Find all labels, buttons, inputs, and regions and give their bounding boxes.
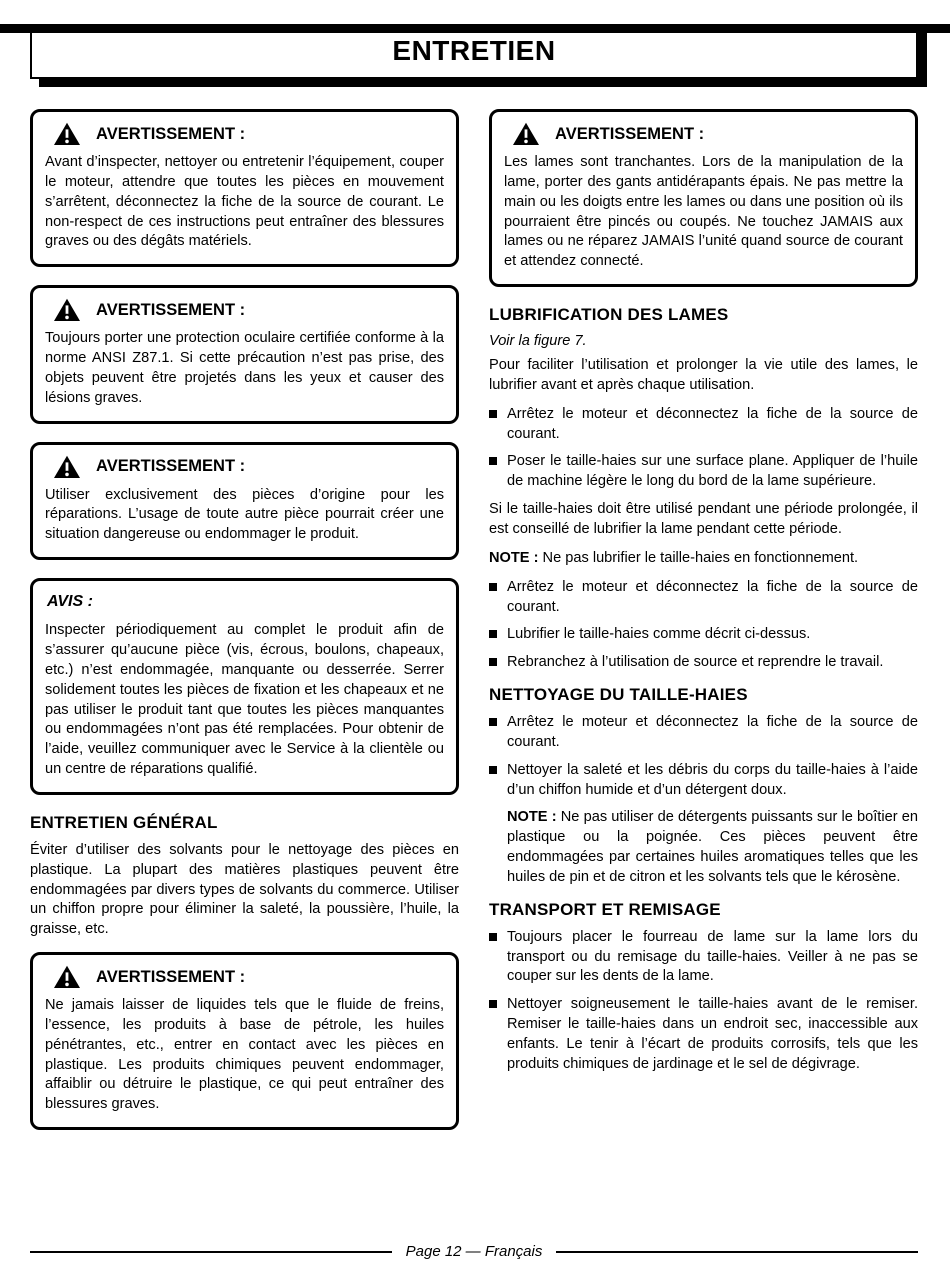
section-cleaning — [489, 685, 918, 888]
warning-triangle-icon — [53, 455, 81, 479]
footer-rule-right — [556, 1251, 918, 1253]
list-item — [489, 405, 918, 445]
section-title-lubrication: LUBRIFICATION DES LAMES — [489, 305, 729, 325]
note-label: NOTE : — [489, 549, 539, 566]
warning-label: AVERTISSEMENT : — [96, 457, 246, 476]
list-item — [489, 653, 918, 673]
warning-label: AVERTISSEMENT : — [96, 124, 246, 143]
note-text: Ne pas utiliser de détergents puissants sur le boîtier en plastique ou la poignée. Ces pièces peuvent être endommagées par certaines huiles aromatiques telles que les huiles de pin et de citron et les solvants tels que le kérosène. — [507, 809, 918, 885]
left-column — [30, 109, 459, 1148]
general-maintenance-text: Éviter d’utiliser des solvants pour le nettoyage des pièces en plastique. La plupart des matières plastiques peuvent être endommagées par divers types de solvants du commerce. Utiliser un chiffon propre pour éliminer la saleté, la poussière, l’huile, la graisse, etc. — [30, 841, 459, 938]
note-label: NOTE : — [507, 809, 557, 826]
warning-eyewear-text: Toujours porter une protection oculaire certifiée conforme à la norme ANSI Z87.1. Si cette précaution n’est pas prise, des objets peuvent être projetés dans les yeux et causer des lésions graves. — [45, 330, 444, 406]
warning-box-blades — [489, 109, 918, 287]
lubrication-intro: Pour faciliter l’utilisation et prolonger la vie utile des lames, le lubrifier avant et après chaque utilisation. — [489, 357, 918, 393]
warning-label: AVERTISSEMENT : — [555, 124, 705, 143]
warning-header — [504, 122, 903, 146]
warning-box-parts — [30, 442, 459, 561]
warning-header — [45, 455, 444, 479]
notice-text: Inspecter périodiquement au complet le produit afin de s’assurer qu’aucune pièce (vis, écrous, boulons, chapeaux, etc.) n’est endommagée, manquante ou desserrée. Serrer solidement toutes les pièces de fixation et les chapeaux et ne pas utiliser le produit tant que toutes les pièces manquantes ou endommagées n’ont pas été remplacées. Pour obtenir de l’aide, veuillez communiquer avec le Service à la clientèle ou un centre de réparations qualifié. — [45, 622, 444, 778]
section-transport-storage — [489, 900, 918, 1075]
manual-page — [0, 24, 950, 1272]
warning-equipment-text: Avant d’inspecter, nettoyer ou entretenir l’équipement, couper le moteur, attendre que toutes les pièces en mouvement s’arrêtent, déconnectez la fiche de la source de courant. Le non-respect de ces instructions peut entraîner des blessures graves ou des dégâts matériels. — [45, 154, 444, 250]
page-footer — [30, 1243, 918, 1260]
list-item — [489, 452, 918, 492]
footer-rule-left — [30, 1251, 392, 1253]
notice-label: AVIS : — [47, 593, 93, 611]
footer-text: Page 12 — Français — [405, 1243, 543, 1260]
list-item — [489, 761, 918, 801]
section-general-maintenance — [30, 813, 459, 940]
right-column — [489, 109, 918, 1148]
warning-triangle-icon — [53, 965, 81, 989]
list-item-text: Toujours placer le fourreau de lame sur la lame lors du transport ou du remisage du taille-haies. Veiller à ne pas se couper sur les dents de la lame. — [507, 928, 918, 985]
bullet-square-icon — [489, 1000, 497, 1008]
page-top-border — [0, 24, 950, 33]
list-item-text: Nettoyer soigneusement le taille-haies avant de le remiser. Remiser le taille-haies dans un endroit sec, inaccessible aux enfants. Le tenir à l’écart de produits corrosifs, tels que les produits chimiques de jardinage et le sel de dégivrage. — [507, 996, 918, 1072]
warning-label: AVERTISSEMENT : — [96, 967, 246, 986]
list-item-text: Arrêtez le moteur et déconnectez la fiche de la source de courant. — [507, 578, 918, 615]
warning-triangle-icon — [53, 298, 81, 322]
note-paragraph — [489, 549, 918, 569]
list-item — [489, 995, 918, 1074]
note-text: Ne pas lubrifier le taille-haies en fonctionnement. — [542, 549, 859, 566]
warning-box-eyewear — [30, 285, 459, 423]
bullet-square-icon — [489, 410, 497, 418]
bullet-square-icon — [489, 457, 497, 465]
warning-parts-text: Utiliser exclusivement des pièces d’origine pour les réparations. L’usage de toute autre pièce pourrait créer une situation dangereuse ou endommager le produit. — [45, 486, 444, 543]
list-item-text: Arrêtez le moteur et déconnectez la fiche de la source de courant. — [507, 714, 918, 750]
bullet-square-icon — [489, 718, 497, 726]
list-item-text: Rebranchez à l’utilisation de source et reprendre le travail. — [507, 654, 884, 671]
warning-header — [45, 965, 444, 989]
list-item-text: Lubrifier le taille-haies comme décrit ci-dessus. — [507, 626, 811, 643]
warning-header — [45, 122, 444, 146]
note-paragraph — [507, 808, 918, 887]
section-title-cleaning: NETTOYAGE DU TAILLE-HAIES — [489, 685, 748, 705]
list-item-text: Arrêtez le moteur et déconnectez la fiche de la source de courant. — [507, 405, 918, 442]
list-item — [489, 625, 918, 645]
list-item — [489, 578, 918, 618]
warning-box-chemicals — [30, 952, 459, 1130]
section-title-general: ENTRETIEN GÉNÉRAL — [30, 812, 218, 832]
figure-reference: Voir la figure 7. — [489, 333, 587, 350]
lubrication-paragraph: Si le taille-haies doit être utilisé pendant une période prolongée, il est conseillé de lubrifier la lame pendant cette période. — [489, 501, 918, 537]
list-item — [489, 928, 918, 988]
two-column-layout — [30, 109, 918, 1148]
section-title-transport: TRANSPORT ET REMISAGE — [489, 899, 721, 919]
warning-chemicals-text: Ne jamais laisser de liquides tels que le fluide de freins, l’essence, les produits à base de pétrole, les huiles pénétrantes, etc., entrer en contact avec les pièces en plastique. Les produits chimiques peuvent endommager, affaiblir ou détruire le plastique, ce qui peut entraîner des blessures graves. — [45, 997, 444, 1113]
bullet-square-icon — [489, 933, 497, 941]
list-item — [489, 713, 918, 753]
bullet-square-icon — [489, 630, 497, 638]
bullet-square-icon — [489, 766, 497, 774]
notice-box — [30, 578, 459, 795]
warning-triangle-icon — [512, 122, 540, 146]
warning-header — [45, 298, 444, 322]
bullet-square-icon — [489, 583, 497, 591]
list-item-text: Nettoyer la saleté et les débris du corps du taille-haies à l’aide d’un chiffon humide et d’un détergent doux. — [507, 761, 918, 798]
bullet-square-icon — [489, 658, 497, 666]
page-title: ENTRETIEN — [392, 35, 556, 66]
warning-label: AVERTISSEMENT : — [96, 300, 246, 319]
list-item-text: Poser le taille-haies sur une surface plane. Appliquer de l’huile de machine légère le long du bord de la lame supérieure. — [507, 453, 918, 490]
warning-triangle-icon — [53, 122, 81, 146]
section-blade-lubrication — [489, 305, 918, 673]
warning-blades-text: Les lames sont tranchantes. Lors de la manipulation de la lame, porter des gants antidérapants épais. Ne pas mettre la main ou les doigts entre les lames ou dans une position où ils pourraient être pincés ou coupés. Ne touchez JAMAIS aux lames ou ne réparez JAMAIS l’unité quand source de courant et attendez connecté. — [504, 154, 903, 270]
warning-box-equipment — [30, 109, 459, 267]
